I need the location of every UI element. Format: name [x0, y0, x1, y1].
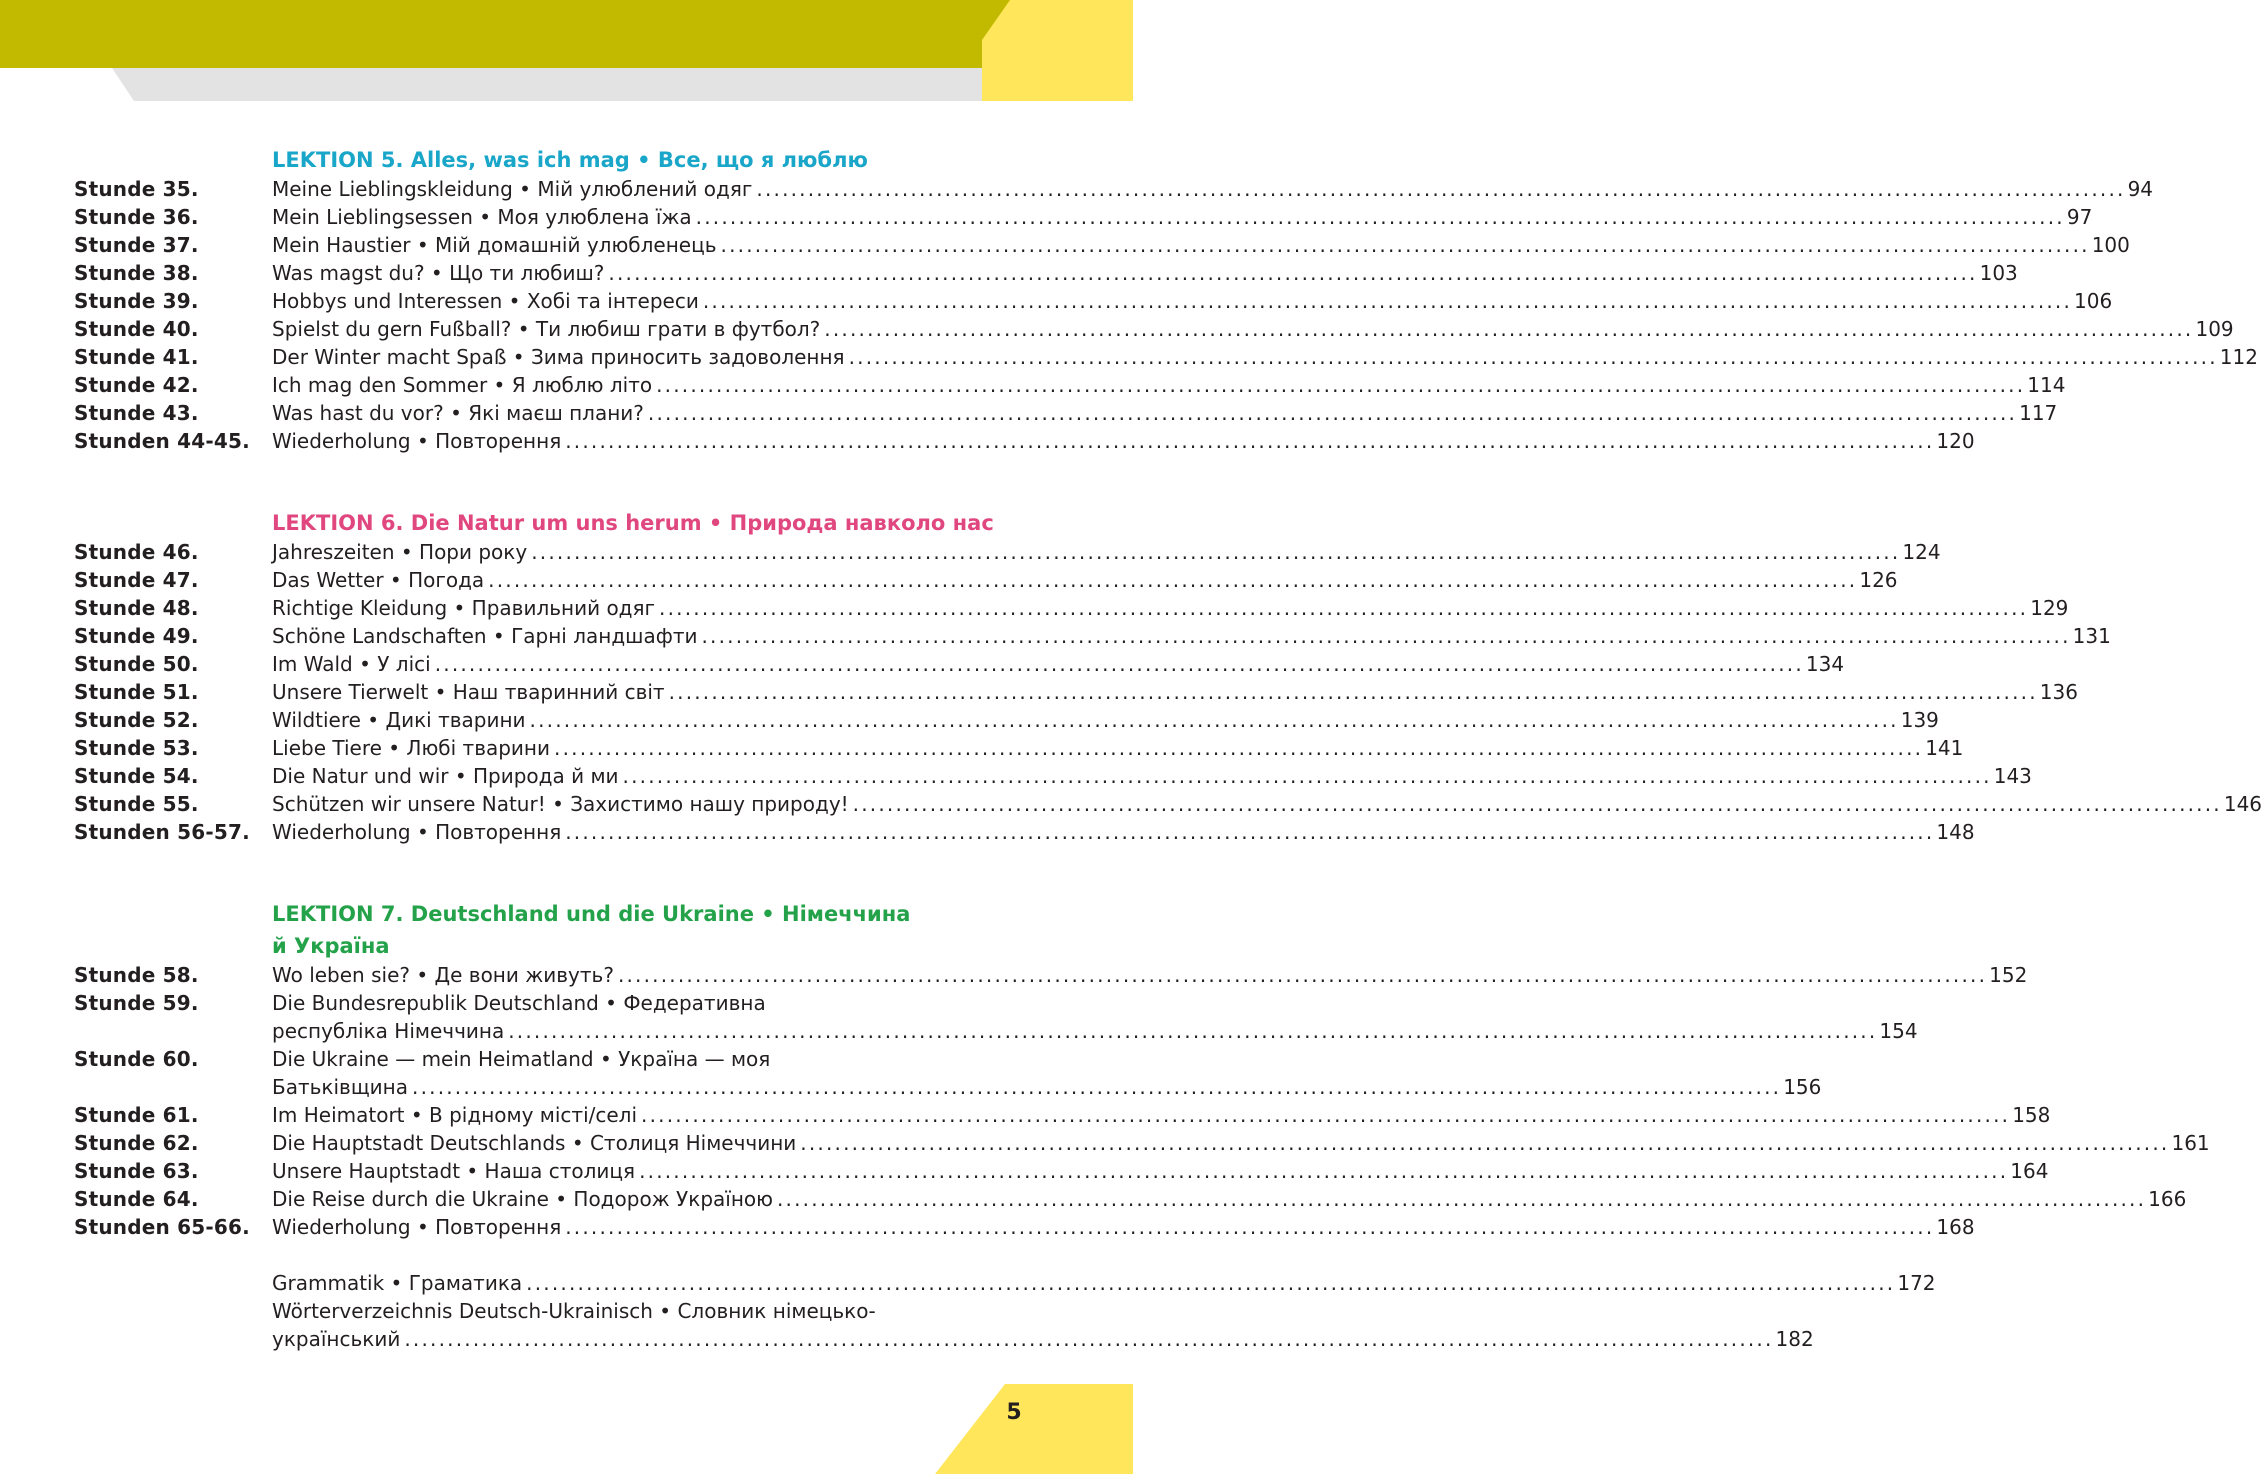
lektion-heading [272, 144, 992, 176]
dot-leader: ................................................................................................................................................................ [720, 233, 2090, 257]
stunde-label: Stunde 43. [74, 401, 199, 425]
toc-entry[interactable] [0, 594, 2069, 622]
bottom-corner-tab [935, 1384, 1133, 1474]
page-ref: 141 [1925, 736, 1964, 760]
toc-entry[interactable] [0, 1297, 1814, 1353]
entry-title-text: республіка Німеччина [272, 1019, 505, 1043]
dot-leader: ................................................................................................................................................................ [641, 1103, 2011, 1127]
toc-entry[interactable] [0, 1045, 1822, 1101]
page-ref: 156 [1783, 1075, 1822, 1099]
dot-leader: ................................................................................................................................................................ [701, 624, 2071, 648]
toc-entry[interactable] [0, 989, 1918, 1045]
entry-title [272, 343, 2258, 371]
toc-entry[interactable] [0, 1101, 2051, 1129]
dot-leader: ................................................................................................................................................................ [508, 1019, 1878, 1043]
entry-title [272, 678, 2078, 706]
page-ref: 146 [2223, 792, 2262, 816]
entry-title-line [272, 427, 1975, 455]
entry-title-line [272, 818, 1975, 846]
entry-title-text: Der Winter macht Spaß • Зима приносить задоволення [272, 345, 845, 369]
entry-title-text: Mein Lieblingsessen • Моя улюблена їжа [272, 205, 692, 229]
toc-entry[interactable] [0, 315, 2234, 343]
entry-title-text: Wiederholung • Повторення [272, 1215, 562, 1239]
entry-title-text: Im Heimatort • В рідному місті/селі [272, 1103, 638, 1127]
entry-title-line [272, 1325, 1814, 1353]
page-ref: 164 [2010, 1159, 2049, 1183]
lektion-heading-line: LEKTION 6. Die Natur um uns herum • Природа навколо нас [272, 511, 994, 535]
toc-entry[interactable] [0, 706, 1939, 734]
entry-title-line [272, 961, 2028, 989]
stunde-label: Stunde 40. [74, 317, 199, 341]
entry-title [272, 231, 2130, 259]
entry-title-text: Hobbys und Interessen • Хобі та інтереси [272, 289, 699, 313]
entry-title-text: Wiederholung • Повторення [272, 820, 562, 844]
toc-entry[interactable] [0, 762, 2032, 790]
entry-title-text: Spielst du gern Fußball? • Ти любиш грати в футбол? [272, 317, 821, 341]
toc-entry[interactable] [0, 1185, 2187, 1213]
entry-title-line [272, 622, 2111, 650]
stunde-label: Stunde 35. [74, 177, 199, 201]
entry-title [272, 1157, 2049, 1185]
entry-title-line [272, 989, 980, 1017]
dot-leader: ................................................................................................................................................................ [800, 1131, 2170, 1155]
entry-title [272, 371, 2066, 399]
entry-title-line [272, 650, 1845, 678]
toc-entry[interactable] [0, 1269, 1936, 1297]
entry-title-line [272, 203, 2093, 231]
dot-leader: ................................................................................................................................................................ [695, 205, 2065, 229]
dot-leader: ................................................................................................................................................................ [531, 540, 1901, 564]
entry-title-line [272, 343, 2258, 371]
toc-entry[interactable] [0, 818, 1975, 846]
top-band [0, 0, 1133, 68]
entry-title [272, 790, 2262, 818]
dot-leader: ................................................................................................................................................................ [434, 652, 1804, 676]
entry-title-line [272, 1101, 2051, 1129]
stunde-label: Stunde 36. [74, 205, 199, 229]
entry-title-text: Meine Lieblingskleidung • Мій улюблений одяг [272, 177, 753, 201]
dot-leader: ................................................................................................................................................................ [529, 708, 1899, 732]
entry-title [272, 818, 1975, 846]
entry-title-line [272, 706, 1939, 734]
stunde-label: Stunden 44-45. [74, 429, 250, 453]
entry-title-line [272, 762, 2032, 790]
dot-leader: ................................................................................................................................................................ [668, 680, 2038, 704]
dot-leader: ................................................................................................................................................................ [656, 373, 2026, 397]
page-ref: 134 [1805, 652, 1845, 676]
entry-title [272, 566, 1898, 594]
entry-title [272, 706, 1939, 734]
entry-title [272, 427, 1975, 455]
toc-entry[interactable] [0, 287, 2113, 315]
entry-title-line [272, 1073, 1822, 1101]
page-ref: 154 [1879, 1019, 1918, 1043]
entry-title-line [272, 1213, 1975, 1241]
entry-title-text: Wörterverzeichnis Deutsch-Ukrainisch • Словник німецько- [272, 1299, 876, 1323]
page-ref: 124 [1902, 540, 1941, 564]
stunde-label: Stunde 51. [74, 680, 199, 704]
entry-title [272, 1101, 2051, 1129]
entry-title-text: Die Reise durch die Ukraine • Подорож Україною [272, 1187, 773, 1211]
entry-title-text: Unsere Tierwelt • Наш тваринний світ [272, 680, 665, 704]
entry-title-line [272, 399, 2058, 427]
dot-leader: ................................................................................................................................................................ [852, 792, 2222, 816]
entry-title-line [272, 594, 2069, 622]
stunde-label: Stunde 52. [74, 708, 199, 732]
entry-title [272, 1269, 1936, 1297]
dot-leader: ................................................................................................................................................................ [404, 1327, 1774, 1351]
entry-title-line [272, 1185, 2187, 1213]
page-ref: 143 [1993, 764, 2032, 788]
entry-title-text: Jahreszeiten • Пори року [272, 540, 528, 564]
stunde-label: Stunde 48. [74, 596, 199, 620]
page-ref: 136 [2039, 680, 2078, 704]
entry-title [272, 1297, 1814, 1353]
entry-title-text: Die Natur und wir • Природа й ми [272, 764, 619, 788]
toc-entry[interactable] [0, 399, 2058, 427]
page-ref: 182 [1775, 1327, 1814, 1351]
stunde-label: Stunde 37. [74, 233, 199, 257]
entry-title-text: Wildtiere • Дикі тварини [272, 708, 526, 732]
page-ref: 172 [1897, 1271, 1936, 1295]
stunde-label: Stunde 41. [74, 345, 199, 369]
entry-title-text: Unsere Hauptstadt • Наша столиця [272, 1159, 636, 1183]
entry-title-text: Grammatik • Граматика [272, 1271, 523, 1295]
lektion-heading [272, 507, 992, 539]
toc-entry[interactable] [0, 678, 2078, 706]
toc-entry[interactable] [0, 1213, 1975, 1241]
entry-title-line [272, 1297, 980, 1325]
toc-entry[interactable] [0, 961, 2028, 989]
page-ref: 129 [2030, 596, 2069, 620]
entry-title-line [272, 231, 2130, 259]
entry-title-text: Die Hauptstadt Deutschlands • Столиця Німеччини [272, 1131, 797, 1155]
toc-entry[interactable] [0, 231, 2130, 259]
entry-title [272, 1213, 1975, 1241]
toc-entry[interactable] [0, 1129, 2210, 1157]
top-corner-tab [982, 0, 1133, 101]
entry-title [272, 961, 2028, 989]
dot-leader: ................................................................................................................................................................ [639, 1159, 2009, 1183]
entry-title [272, 989, 1918, 1045]
toc-entry[interactable] [0, 175, 2154, 203]
dot-leader: ................................................................................................................................................................ [659, 596, 2029, 620]
dot-leader: ................................................................................................................................................................ [526, 1271, 1896, 1295]
entry-title [272, 1045, 1822, 1101]
lektion-heading-line: LEKTION 5. Alles, was ich mag • Все, що я люблю [272, 148, 868, 172]
entry-title-line [272, 1017, 1918, 1045]
stunde-label: Stunde 59. [74, 991, 199, 1015]
page-number: 5 [1006, 1400, 1022, 1425]
page-ref: 109 [2195, 317, 2234, 341]
entry-title-text: український [272, 1327, 401, 1351]
entry-title-line [272, 259, 2018, 287]
entry-title [272, 622, 2111, 650]
toc-entry[interactable] [0, 650, 1845, 678]
page-ref: 152 [1989, 963, 2028, 987]
entry-title [272, 538, 1941, 566]
stunde-label: Stunde 38. [74, 261, 199, 285]
page-ref: 97 [2066, 205, 2093, 229]
stunde-label: Stunde 58. [74, 963, 199, 987]
entry-title-line [272, 287, 2113, 315]
entry-title-text: Schöne Landschaften • Гарні ландшафти [272, 624, 698, 648]
dot-leader: ................................................................................................................................................................ [565, 429, 1935, 453]
entry-title [272, 287, 2113, 315]
page-ref: 100 [2091, 233, 2130, 257]
dot-leader: ................................................................................................................................................................ [756, 177, 2126, 201]
dot-leader: ................................................................................................................................................................ [488, 568, 1858, 592]
stunde-label: Stunde 61. [74, 1103, 199, 1127]
lektion-heading-line: й Україна [272, 934, 390, 958]
page-ref: 103 [1979, 261, 2018, 285]
stunde-label: Stunde 50. [74, 652, 199, 676]
page-ref: 114 [2027, 373, 2066, 397]
page-ref: 168 [1936, 1215, 1975, 1239]
entry-title [272, 175, 2154, 203]
entry-title [272, 203, 2093, 231]
entry-title-line [272, 1269, 1936, 1297]
entry-title-line [272, 315, 2234, 343]
entry-title-text: Das Wetter • Погода [272, 568, 485, 592]
dot-leader: ................................................................................................................................................................ [647, 401, 2018, 425]
entry-title [272, 650, 1845, 678]
toc-entry[interactable] [0, 734, 1964, 762]
entry-title-line [272, 538, 1941, 566]
toc-entry[interactable] [0, 538, 1941, 566]
toc-entry[interactable] [0, 203, 2093, 231]
stunde-label: Stunde 54. [74, 764, 199, 788]
stunde-label: Stunden 65-66. [74, 1215, 250, 1239]
entry-title-text: Wo leben sie? • Де вони живуть? [272, 963, 614, 987]
entry-title-text: Батьківщина [272, 1075, 409, 1099]
page-ref: 106 [2074, 289, 2113, 313]
page-ref: 117 [2019, 401, 2058, 425]
entry-title-line [272, 734, 1964, 762]
toc-entry[interactable] [0, 259, 2018, 287]
dot-leader: ................................................................................................................................................................ [622, 764, 1992, 788]
page-ref: 131 [2072, 624, 2111, 648]
entry-title [272, 315, 2234, 343]
page-ref: 158 [2012, 1103, 2051, 1127]
page-ref: 126 [1859, 568, 1898, 592]
dot-leader: ................................................................................................................................................................ [848, 345, 2218, 369]
stunde-label: Stunde 42. [74, 373, 199, 397]
entry-title [272, 762, 2032, 790]
entry-title-text: Mein Haustier • Мій домашній улюбленець [272, 233, 717, 257]
stunde-label: Stunde 62. [74, 1131, 199, 1155]
toc-entry[interactable] [0, 427, 1975, 455]
page-ref: 139 [1900, 708, 1939, 732]
grey-band [112, 68, 1000, 101]
entry-title-text: Die Ukraine — mein Heimatland • Україна — моя [272, 1047, 771, 1071]
dot-leader: ................................................................................................................................................................ [554, 736, 1924, 760]
entry-title-line [272, 1129, 2210, 1157]
entry-title [272, 259, 2018, 287]
page-ref: 166 [2148, 1187, 2187, 1211]
stunde-label: Stunde 53. [74, 736, 199, 760]
lektion-heading-line: LEKTION 7. Deutschland und die Ukraine • Німеччина [272, 902, 911, 926]
entry-title-text: Richtige Kleidung • Правильний одяг [272, 596, 656, 620]
dot-leader: ................................................................................................................................................................ [565, 820, 1935, 844]
entry-title-line [272, 678, 2078, 706]
stunde-label: Stunde 47. [74, 568, 199, 592]
stunde-label: Stunde 49. [74, 624, 199, 648]
toc-entry[interactable] [0, 343, 2258, 371]
entry-title-text: Im Wald • У лісі [272, 652, 431, 676]
entry-title-text: Liebe Tiere • Любі тварини [272, 736, 551, 760]
entry-title-line [272, 1045, 980, 1073]
entry-title-text: Wiederholung • Повторення [272, 429, 562, 453]
stunde-label: Stunde 63. [74, 1159, 199, 1183]
dot-leader: ................................................................................................................................................................ [824, 317, 2194, 341]
stunde-label: Stunde 60. [74, 1047, 199, 1071]
entry-title-line [272, 566, 1898, 594]
entry-title-line [272, 175, 2154, 203]
toc-entry[interactable] [0, 566, 1898, 594]
entry-title [272, 1129, 2210, 1157]
entry-title [272, 1185, 2187, 1213]
dot-leader: ................................................................................................................................................................ [608, 261, 1978, 285]
page-ref: 161 [2171, 1131, 2210, 1155]
page-ref: 94 [2127, 177, 2154, 201]
entry-title-line [272, 371, 2066, 399]
page-ref: 112 [2219, 345, 2258, 369]
page-ref: 120 [1936, 429, 1975, 453]
entry-title-text: Was hast du vor? • Які маєш плани? [272, 401, 644, 425]
stunde-label: Stunde 39. [74, 289, 199, 313]
entry-title-text: Die Bundesrepublik Deutschland • Федеративна [272, 991, 766, 1015]
stunde-label: Stunde 46. [74, 540, 199, 564]
dot-leader: ................................................................................................................................................................ [702, 289, 2073, 313]
toc-entry[interactable] [0, 1157, 2049, 1185]
dot-leader: ................................................................................................................................................................ [412, 1075, 1782, 1099]
entry-title-text: Ich mag den Sommer • Я люблю літо [272, 373, 653, 397]
lektion-heading [272, 898, 992, 962]
stunde-label: Stunden 56-57. [74, 820, 250, 844]
page-ref: 148 [1936, 820, 1975, 844]
entry-title [272, 399, 2058, 427]
entry-title [272, 594, 2069, 622]
stunde-label: Stunde 64. [74, 1187, 199, 1211]
toc-entry[interactable] [0, 622, 2111, 650]
toc-entry[interactable] [0, 790, 2262, 818]
entry-title [272, 734, 1964, 762]
entry-title-text: Schützen wir unsere Natur! • Захистимо нашу природу! [272, 792, 849, 816]
dot-leader: ................................................................................................................................................................ [565, 1215, 1935, 1239]
dot-leader: ................................................................................................................................................................ [617, 963, 1988, 987]
toc-entry[interactable] [0, 371, 2066, 399]
stunde-label: Stunde 55. [74, 792, 199, 816]
entry-title-line [272, 1157, 2049, 1185]
dot-leader: ................................................................................................................................................................ [776, 1187, 2147, 1211]
entry-title-text: Was magst du? • Що ти любиш? [272, 261, 605, 285]
entry-title-line [272, 790, 2262, 818]
